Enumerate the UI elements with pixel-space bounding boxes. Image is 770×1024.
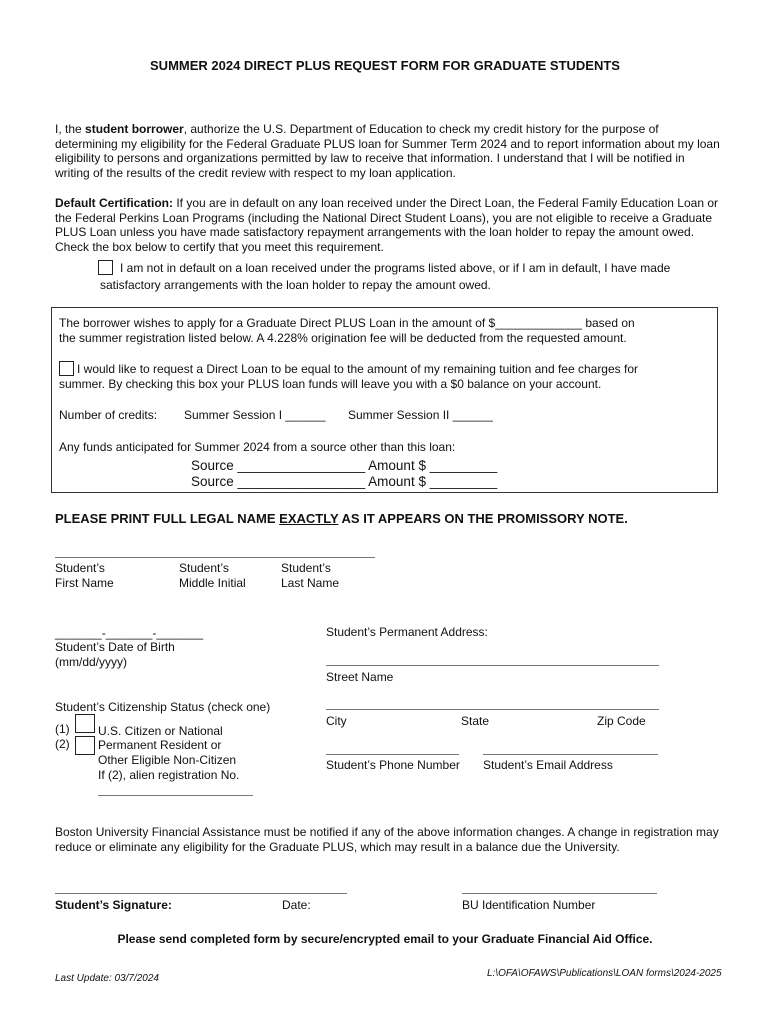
email-label: Student’s Email Address bbox=[483, 758, 613, 772]
last-name-label-2: Last Name bbox=[281, 576, 340, 590]
us-citizen-label: U.S. Citizen or National bbox=[98, 724, 223, 738]
permanent-resident-label: Permanent Resident or bbox=[98, 738, 222, 752]
loan-amount-line2: the summer registration listed below. A 4.228% origination fee will be deducted from the requested amount. bbox=[59, 331, 627, 345]
bu-id-line[interactable] bbox=[462, 893, 657, 894]
loan-amount-line1: The borrower wishes to apply for a Graduate Direct PLUS Loan in the amount of $_____________ based on bbox=[59, 316, 635, 330]
email-line[interactable] bbox=[483, 754, 658, 755]
file-path: L:\OFA\OFAWS\Publications\LOAN forms\2024-2025 bbox=[487, 968, 722, 979]
default-certification-label: Default Certification: bbox=[55, 196, 174, 210]
remaining-balance-line2: summer. By checking this box your PLUS loan funds will leave you with a $0 balance on your account. bbox=[59, 377, 602, 391]
print-heading-post: AS IT APPEARS ON THE PROMISSORY NOTE. bbox=[338, 511, 628, 526]
not-in-default-line2: satisfactory arrangements with the loan holder to repay the amount owed. bbox=[100, 278, 491, 292]
street-label: Street Name bbox=[326, 670, 394, 684]
notice-paragraph: Boston University Financial Assistance must be notified if any of the above information changes. A change in registration may reduce or eliminate any eligibility for the Graduate PLUS, which may result in a balance due the University. bbox=[55, 825, 719, 854]
default-certification-text: If you are in default on any loan received under the Direct Loan, the Federal Family Education Loan or the Federal Perkins Loan Programs (including the National Direct Student Loans), you are not eligible to receive a Graduate PLUS Loan unless you have made satisfactory repayment arrangements with the loan holder to repay the amount owed. Check the box below to certify that you meet this requirement. bbox=[55, 196, 719, 254]
authorization-paragraph bbox=[55, 122, 720, 180]
not-in-default-checkbox[interactable] bbox=[98, 260, 113, 275]
permanent-resident-checkbox[interactable] bbox=[75, 736, 95, 755]
street-line[interactable] bbox=[326, 665, 659, 666]
first-name-label-2: First Name bbox=[55, 576, 114, 590]
print-heading-pre: PLEASE PRINT FULL LEGAL NAME bbox=[55, 511, 280, 526]
last-name-label-1: Student’s bbox=[281, 561, 331, 575]
not-in-default-line1: I am not in default on a loan received under the programs listed above, or if I am in default, I have made bbox=[120, 261, 671, 275]
permanent-address-label: Student’s Permanent Address: bbox=[326, 625, 488, 639]
credits-label: Number of credits: bbox=[59, 408, 158, 422]
date-label: Date: bbox=[282, 898, 311, 912]
authorization-bold: student borrower bbox=[85, 122, 184, 136]
phone-label: Student’s Phone Number bbox=[326, 758, 460, 772]
source-amount-row-2[interactable]: Source _________________ Amount $ _________ bbox=[191, 474, 498, 489]
remaining-balance-line1: I would like to request a Direct Loan to be equal to the amount of my remaining tuition and fee charges for bbox=[77, 362, 638, 376]
alien-registration-label: If (2), alien registration No. bbox=[98, 768, 240, 782]
signature-line[interactable] bbox=[55, 893, 347, 894]
print-name-heading bbox=[55, 512, 628, 527]
us-citizen-checkbox[interactable] bbox=[75, 714, 95, 733]
full-name-line[interactable] bbox=[55, 557, 375, 558]
default-certification-paragraph bbox=[55, 196, 720, 254]
citizenship-opt2-number: (2) bbox=[55, 737, 70, 751]
print-heading-exactly: EXACTLY bbox=[279, 511, 339, 526]
phone-line[interactable] bbox=[326, 754, 459, 755]
alien-registration-line[interactable] bbox=[98, 795, 253, 796]
state-label: State bbox=[461, 714, 490, 728]
city-label: City bbox=[326, 714, 347, 728]
citizenship-opt1-number: (1) bbox=[55, 722, 70, 736]
last-update: Last Update: 03/7/2024 bbox=[55, 973, 159, 984]
authorization-prefix: I, the bbox=[55, 122, 86, 136]
form-title: SUMMER 2024 DIRECT PLUS REQUEST FORM FOR GRADUATE STUDENTS bbox=[150, 58, 620, 73]
city-state-zip-line[interactable] bbox=[326, 709, 659, 710]
remaining-balance-checkbox[interactable] bbox=[59, 361, 74, 376]
authorization-text: , authorize the U.S. Department of Education to check my credit history for the purpose of determining my eligibility for the Federal Graduate PLUS loan for Summer Term 2024 and to report information about my loan eligibility to persons and organizations permitted by law to receive that information. I understand that I will be notified in writing of the results of the credit review with respect to my loan application. bbox=[55, 122, 720, 180]
dob-label: Student’s Date of Birth bbox=[55, 640, 175, 654]
eligible-non-citizen-label: Other Eligible Non-Citizen bbox=[98, 753, 237, 767]
citizenship-label: Student’s Citizenship Status (check one) bbox=[55, 700, 271, 714]
signature-label: Student’s Signature: bbox=[55, 898, 172, 912]
dob-field[interactable]: _______-_______-_______ bbox=[55, 626, 204, 640]
zip-label: Zip Code bbox=[597, 714, 646, 728]
send-instructions: Please send completed form by secure/encrypted email to your Graduate Financial Aid Office. bbox=[117, 932, 653, 946]
middle-initial-label-1: Student’s bbox=[179, 561, 229, 575]
dob-format: (mm/dd/yyyy) bbox=[55, 655, 127, 669]
bu-id-label: BU Identification Number bbox=[462, 898, 596, 912]
first-name-label-1: Student’s bbox=[55, 561, 105, 575]
summer-session-1-field[interactable]: Summer Session I ______ bbox=[184, 408, 326, 422]
middle-initial-label-2: Middle Initial bbox=[179, 576, 246, 590]
other-funds-label: Any funds anticipated for Summer 2024 from a source other than this loan: bbox=[59, 440, 456, 454]
summer-session-2-field[interactable]: Summer Session II ______ bbox=[348, 408, 493, 422]
source-amount-row-1[interactable]: Source _________________ Amount $ _________ bbox=[191, 458, 498, 473]
